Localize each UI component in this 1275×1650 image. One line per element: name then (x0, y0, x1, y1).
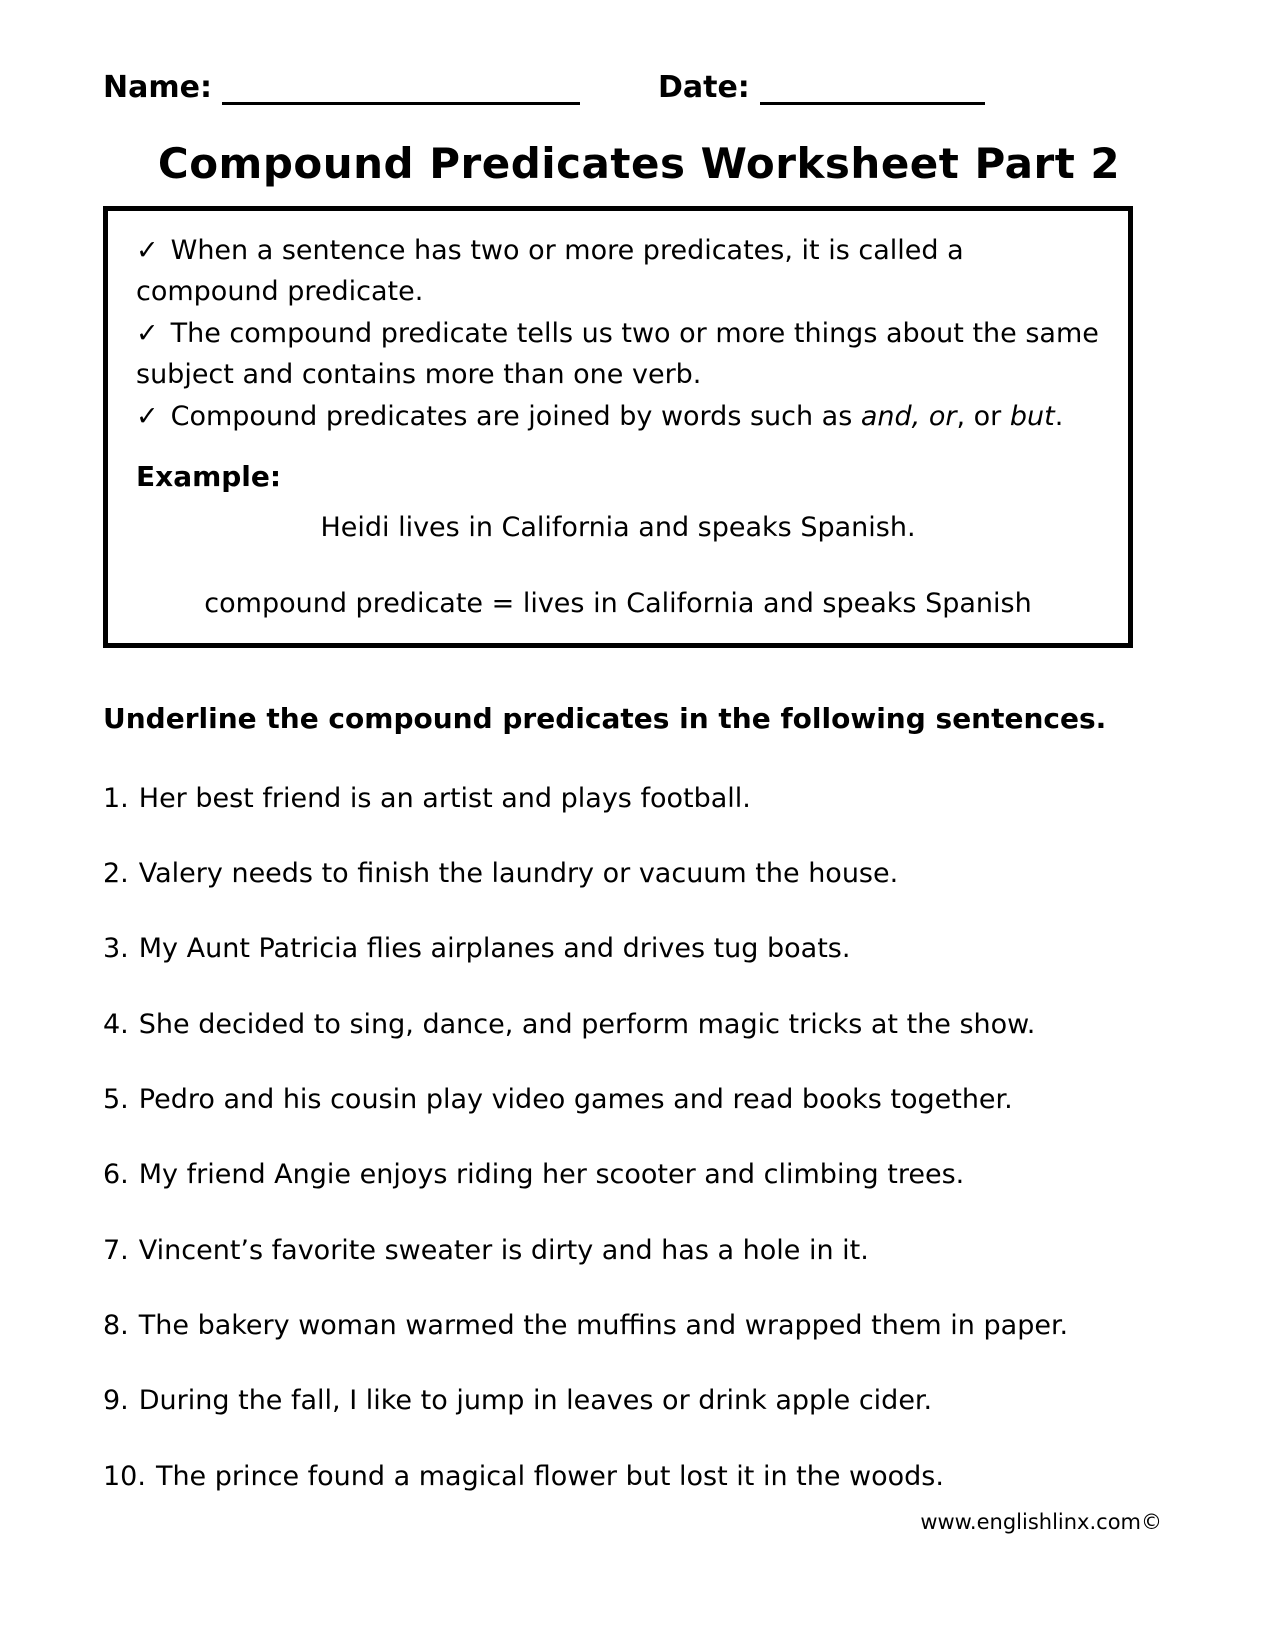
sentence-text: During the fall, I like to jump in leaves or drink apple cider. (138, 1385, 933, 1417)
sentence-text: My Aunt Patricia flies airplanes and drives tug boats. (138, 933, 851, 965)
name-label: Name: (103, 70, 212, 105)
header (103, 68, 1175, 105)
sentence-text: Pedro and his cousin play video games and read books together. (138, 1083, 1013, 1115)
sentence-number: 9. (103, 1385, 129, 1417)
bullet-italic-word: but (1009, 401, 1055, 432)
bullet-italic-word: and, or (860, 401, 957, 432)
sentence-list (103, 782, 1175, 1492)
example-sentence: Heidi lives in California and speaks Spanish. (320, 511, 916, 543)
sentence-item (103, 1309, 1175, 1341)
sentence-item (103, 1161, 1175, 1189)
sentence-item (103, 857, 1175, 889)
sentence-text: She decided to sing, dance, and perform magic tricks at the show. (138, 1008, 1036, 1040)
checkmark-icon: ✓ (136, 235, 159, 266)
sentence-text: My friend Angie enjoys riding her scooter and climbing trees. (138, 1159, 965, 1191)
sentence-text: Valery needs to finish the laundry or vacuum the house. (138, 857, 899, 889)
bullet-item (136, 231, 1100, 312)
bullet-text: When a sentence has two or more predicates, it is called a compound predicate. (136, 235, 964, 307)
sentence-number: 4. (103, 1008, 129, 1040)
checkmark-icon: ✓ (136, 318, 159, 349)
bullet-text-part: Compound predicates are joined by words such as (170, 401, 861, 432)
sentence-item (103, 1008, 1175, 1040)
page-title: Compound Predicates Worksheet Part 2 (157, 139, 1121, 188)
sentence-item (103, 1234, 1175, 1266)
bullet-text-part: . (1054, 401, 1064, 432)
bullet-item (136, 397, 1100, 438)
date-label: Date: (657, 70, 750, 105)
name-field (103, 68, 580, 105)
sentence-item (103, 1083, 1175, 1115)
bullet-text: The compound predicate tells us two or more things about the same subject and contains more than one verb. (136, 318, 1099, 390)
date-blank-line (760, 68, 985, 105)
sentence-text: Vincent’s favorite sweater is dirty and has a hole in it. (138, 1234, 869, 1266)
example-label: Example: (136, 459, 282, 493)
bullet-item (136, 314, 1100, 395)
sentence-text: Her best friend is an artist and plays football. (138, 782, 751, 814)
sentence-number: 8. (103, 1309, 129, 1341)
sentence-item (103, 1460, 1175, 1492)
sentence-number: 3. (103, 933, 129, 965)
sentence-text: The prince found a magical flower but lost it in the woods. (155, 1460, 944, 1492)
sentence-number: 5. (103, 1083, 129, 1115)
instructions: Underline the compound predicates in the following sentences. (103, 701, 1107, 735)
date-field (658, 68, 985, 105)
sentence-number: 7. (103, 1234, 129, 1266)
example-equation: compound predicate = lives in California and speaks Spanish (204, 588, 1032, 619)
sentence-number: 6. (103, 1159, 129, 1191)
sentence-number: 1. (103, 782, 129, 814)
sentence-item (103, 782, 1175, 814)
sentence-item (103, 1387, 1175, 1415)
footer-url: www.englishlinx.com© (920, 1510, 1162, 1534)
sentence-number: 2. (103, 857, 129, 889)
bullet-text-part: , or (956, 401, 1010, 432)
sentence-text: The bakery woman warmed the muffins and wrapped them in paper. (138, 1309, 1069, 1341)
sentence-number: 10. (103, 1460, 146, 1492)
name-blank-line (222, 68, 580, 105)
sentence-item (103, 935, 1175, 963)
info-box (103, 206, 1133, 648)
checkmark-icon: ✓ (136, 401, 159, 432)
